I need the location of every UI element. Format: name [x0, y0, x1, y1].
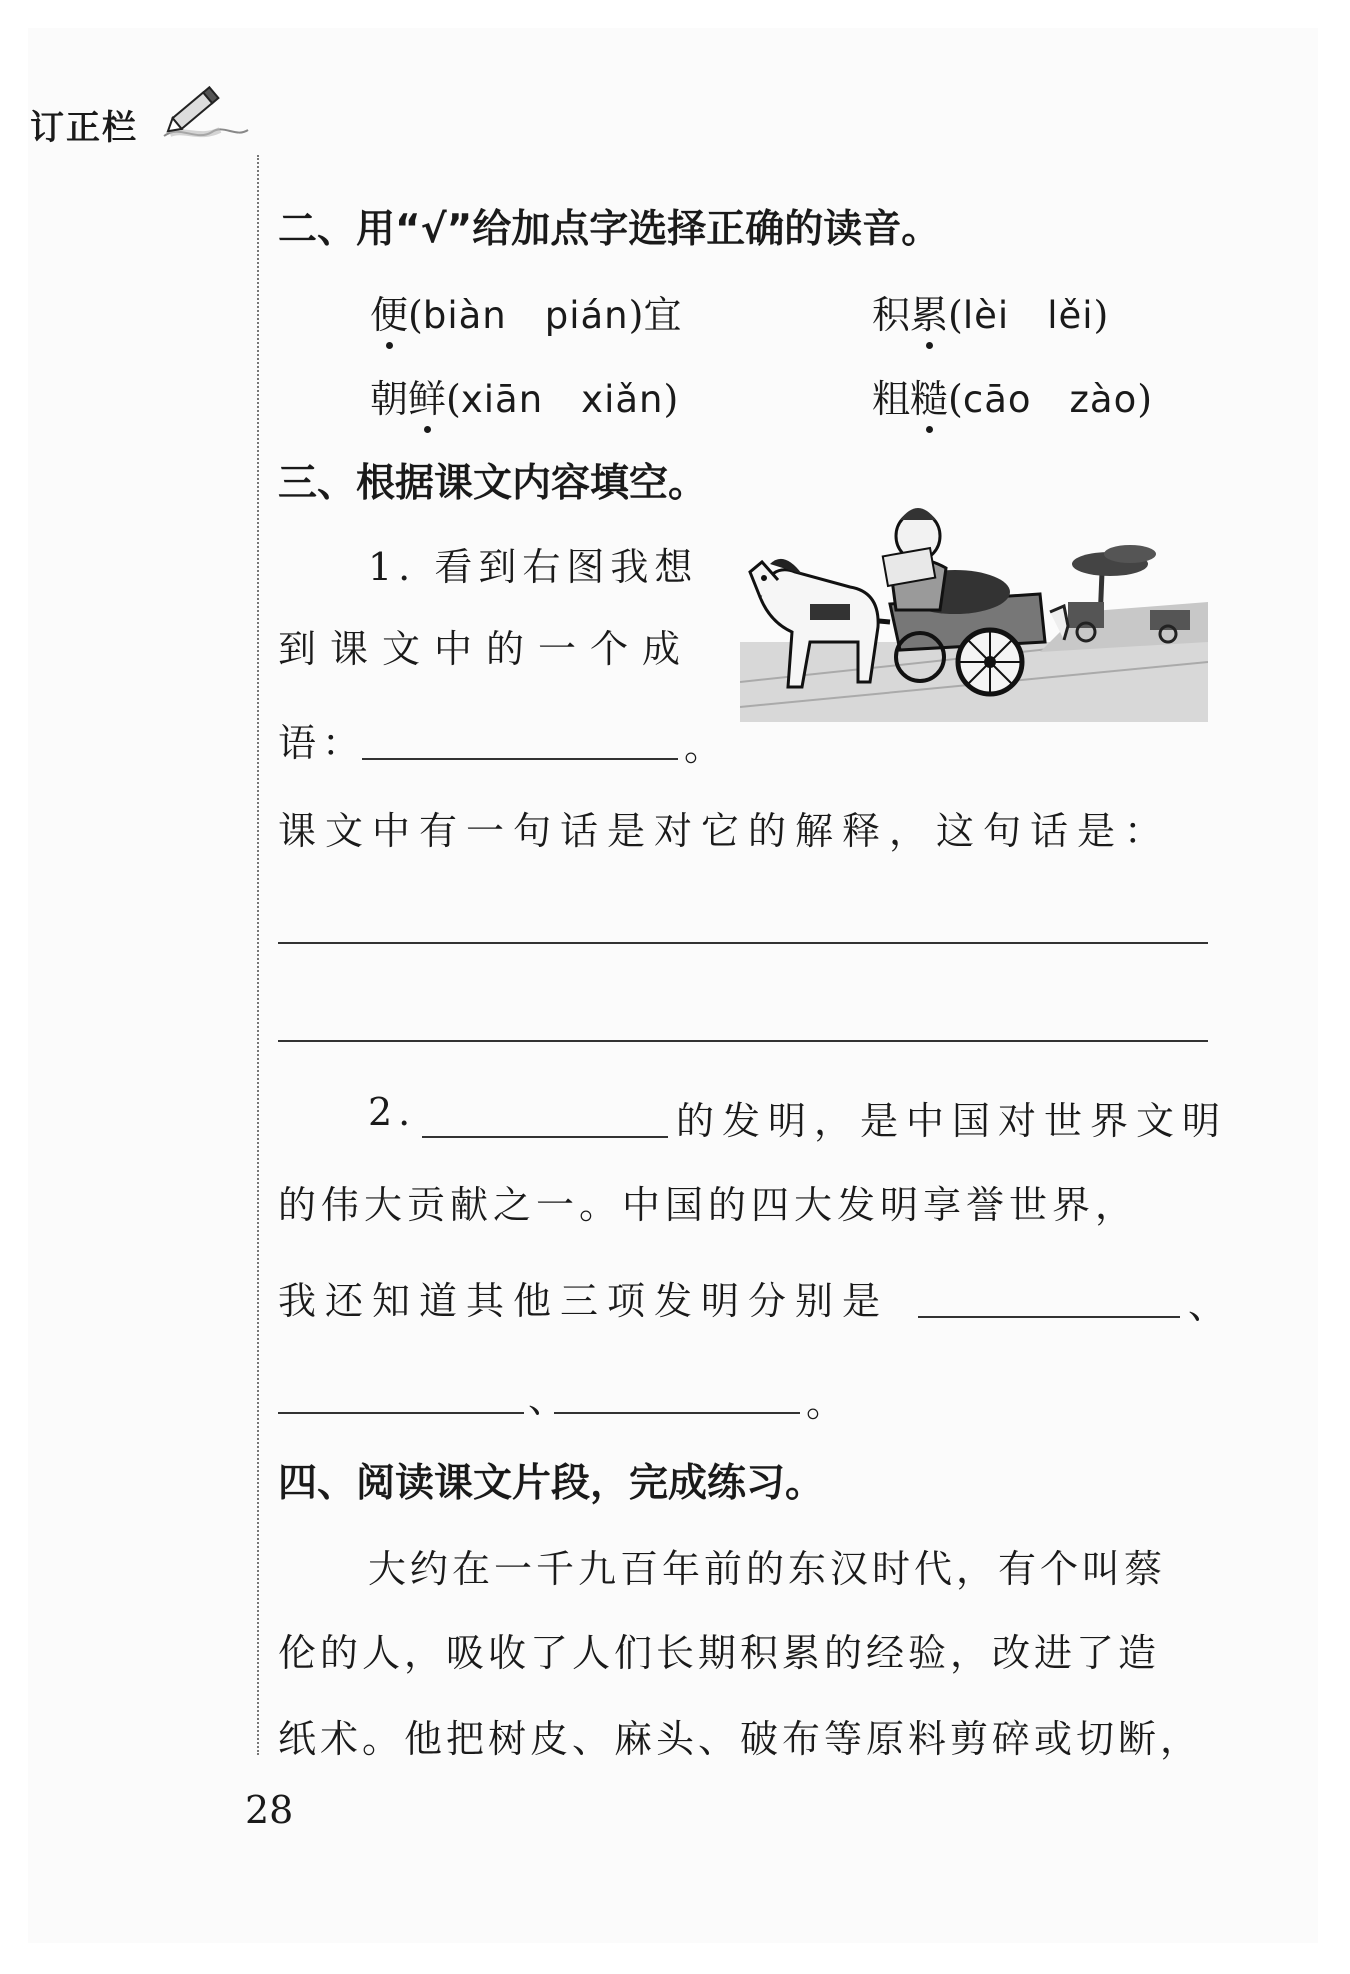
pinyin-item-3: 朝鲜(xiān xiǎn) — [370, 377, 679, 421]
dotted-character: 糙 — [910, 377, 949, 421]
q2-line-3: 我还知道其他三项发明分别是 — [278, 1279, 890, 1323]
pinyin-option[interactable]: xiǎn — [581, 378, 664, 421]
section-2-heading: 二、用“√”给加点字选择正确的读音。 — [278, 207, 941, 252]
q2-number: 2. — [368, 1090, 417, 1134]
pinyin-option[interactable]: zào — [1069, 378, 1138, 421]
pinyin-option[interactable]: lèi — [962, 294, 1010, 337]
explanation-answer-line-2[interactable] — [278, 1040, 1208, 1042]
section-4-heading: 四、阅读课文片段，完成练习。 — [278, 1461, 825, 1506]
correction-column-label: 订正栏 — [30, 108, 138, 148]
idiom-answer-blank[interactable] — [362, 758, 678, 760]
passage-line-1: 大约在一千九百年前的东汉时代，有个叫蔡 — [368, 1547, 1167, 1591]
q2-separator: 、 — [528, 1377, 573, 1421]
pencil-icon — [160, 84, 250, 146]
passage-line-3: 纸术。他把树皮、麻头、破布等原料剪碎或切断， — [278, 1717, 1203, 1761]
passage-line-2: 伦的人，吸收了人们长期积累的经验，改进了造 — [278, 1631, 1161, 1675]
pinyin-option[interactable]: biàn — [422, 294, 507, 337]
explanation-answer-line-1[interactable] — [278, 942, 1208, 944]
pinyin-item-2: 积累(lèi lěi) — [872, 293, 1109, 337]
section-3-heading: 三、根据课文内容填空。 — [278, 461, 708, 506]
q1-line-1: 1. 看到右图我想 — [368, 545, 699, 589]
pinyin-item-1: 便(biàn pián)宜 — [370, 293, 682, 337]
q1-explain-text: 课文中有一句话是对它的解释，这句话是： — [278, 809, 1172, 853]
cart-illustration — [740, 492, 1208, 722]
other-invention-blank-2[interactable] — [278, 1412, 524, 1414]
other-invention-blank-1[interactable] — [918, 1316, 1180, 1318]
margin-dotted-rule — [257, 155, 259, 1755]
pinyin-option[interactable]: lěi — [1047, 294, 1094, 337]
other-invention-blank-3[interactable] — [554, 1412, 800, 1414]
q2-end: 。 — [806, 1381, 851, 1425]
q1-line-3-prefix: 语： — [278, 721, 367, 765]
dotted-character: 便 — [370, 293, 409, 337]
invention-answer-blank[interactable] — [422, 1136, 668, 1138]
q1-line-3-end: 。 — [684, 725, 729, 769]
q2-separator: 、 — [1188, 1283, 1233, 1327]
pinyin-option[interactable]: cāo — [962, 378, 1032, 421]
pinyin-option[interactable]: xiān — [460, 378, 544, 421]
dotted-character: 累 — [910, 293, 949, 337]
page-number: 28 — [245, 1788, 294, 1832]
pinyin-option[interactable]: pián — [544, 294, 629, 337]
q2-line-2: 的伟大贡献之一。中国的四大发明享誉世界， — [278, 1183, 1139, 1227]
q2-line-1-rest: 的发明，是中国对世界文明 — [676, 1099, 1229, 1143]
q1-line-2: 到课文中的一个成 — [278, 627, 695, 671]
pinyin-item-4: 粗糙(cāo zào) — [872, 377, 1153, 421]
dotted-character: 鲜 — [408, 377, 447, 421]
